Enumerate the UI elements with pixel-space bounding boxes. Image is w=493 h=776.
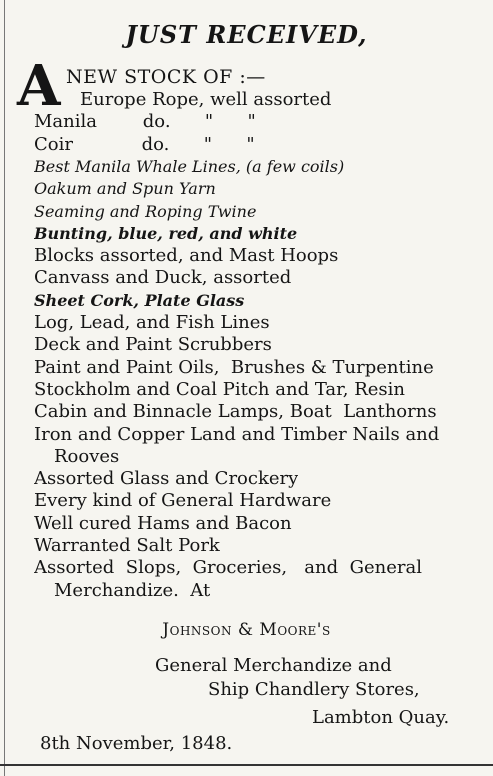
stock-item: Seaming and Roping Twine [34, 201, 257, 221]
stock-item: Manila do. " " [34, 111, 256, 133]
stock-item: Best Manila Whale Lines, (a few coils) [34, 156, 345, 176]
stock-item: Iron and Copper Land and Timber Nails and [34, 423, 440, 445]
intro-line: NEW STOCK OF :— [66, 66, 266, 88]
stock-item: Rooves [54, 445, 120, 467]
stock-item: Deck and Paint Scrubbers [34, 334, 272, 356]
merchant-name: Johnson & Moore's [162, 620, 331, 640]
column-rule-left [4, 0, 5, 776]
stock-item: Merchandize. At [54, 579, 211, 601]
stock-item: Paint and Paint Oils, Brushes & Turpentine [34, 356, 434, 378]
stock-item: Europe Rope, well assorted [80, 89, 332, 110]
stock-item: Log, Lead, and Fish Lines [34, 312, 270, 333]
stock-item: Every kind of General Hardware [34, 490, 332, 512]
stock-item: Sheet Cork, Plate Glass [34, 290, 245, 310]
stock-item: Blocks assorted, and Mast Hoops [34, 245, 339, 267]
stock-item: Well cured Hams and Bacon [34, 512, 292, 534]
drop-cap: A [17, 53, 61, 119]
stock-item: Bunting, blue, red, and white [34, 223, 298, 243]
stock-item: Assorted Slops, Groceries, and General [34, 557, 422, 579]
stock-item: Assorted Glass and Crockery [34, 468, 299, 490]
stock-item: Cabin and Binnacle Lamps, Boat Lanthorns [34, 401, 437, 423]
bottom-rule [0, 764, 493, 766]
location-line: Lambton Quay. [312, 707, 450, 728]
stock-item: Warranted Salt Pork [34, 535, 220, 556]
store-line-2: Ship Chandlery Stores, [208, 679, 420, 700]
date-line: 8th November, 1848. [40, 733, 233, 754]
notice-title: JUST RECEIVED, [125, 20, 368, 49]
store-line-1: General Merchandize and [155, 655, 392, 676]
stock-item: Coir do. " " [34, 133, 255, 155]
stock-item: Stockholm and Coal Pitch and Tar, Resin [34, 378, 406, 400]
stock-item: Canvass and Duck, assorted [34, 267, 292, 289]
stock-item: Oakum and Spun Yarn [34, 179, 216, 199]
